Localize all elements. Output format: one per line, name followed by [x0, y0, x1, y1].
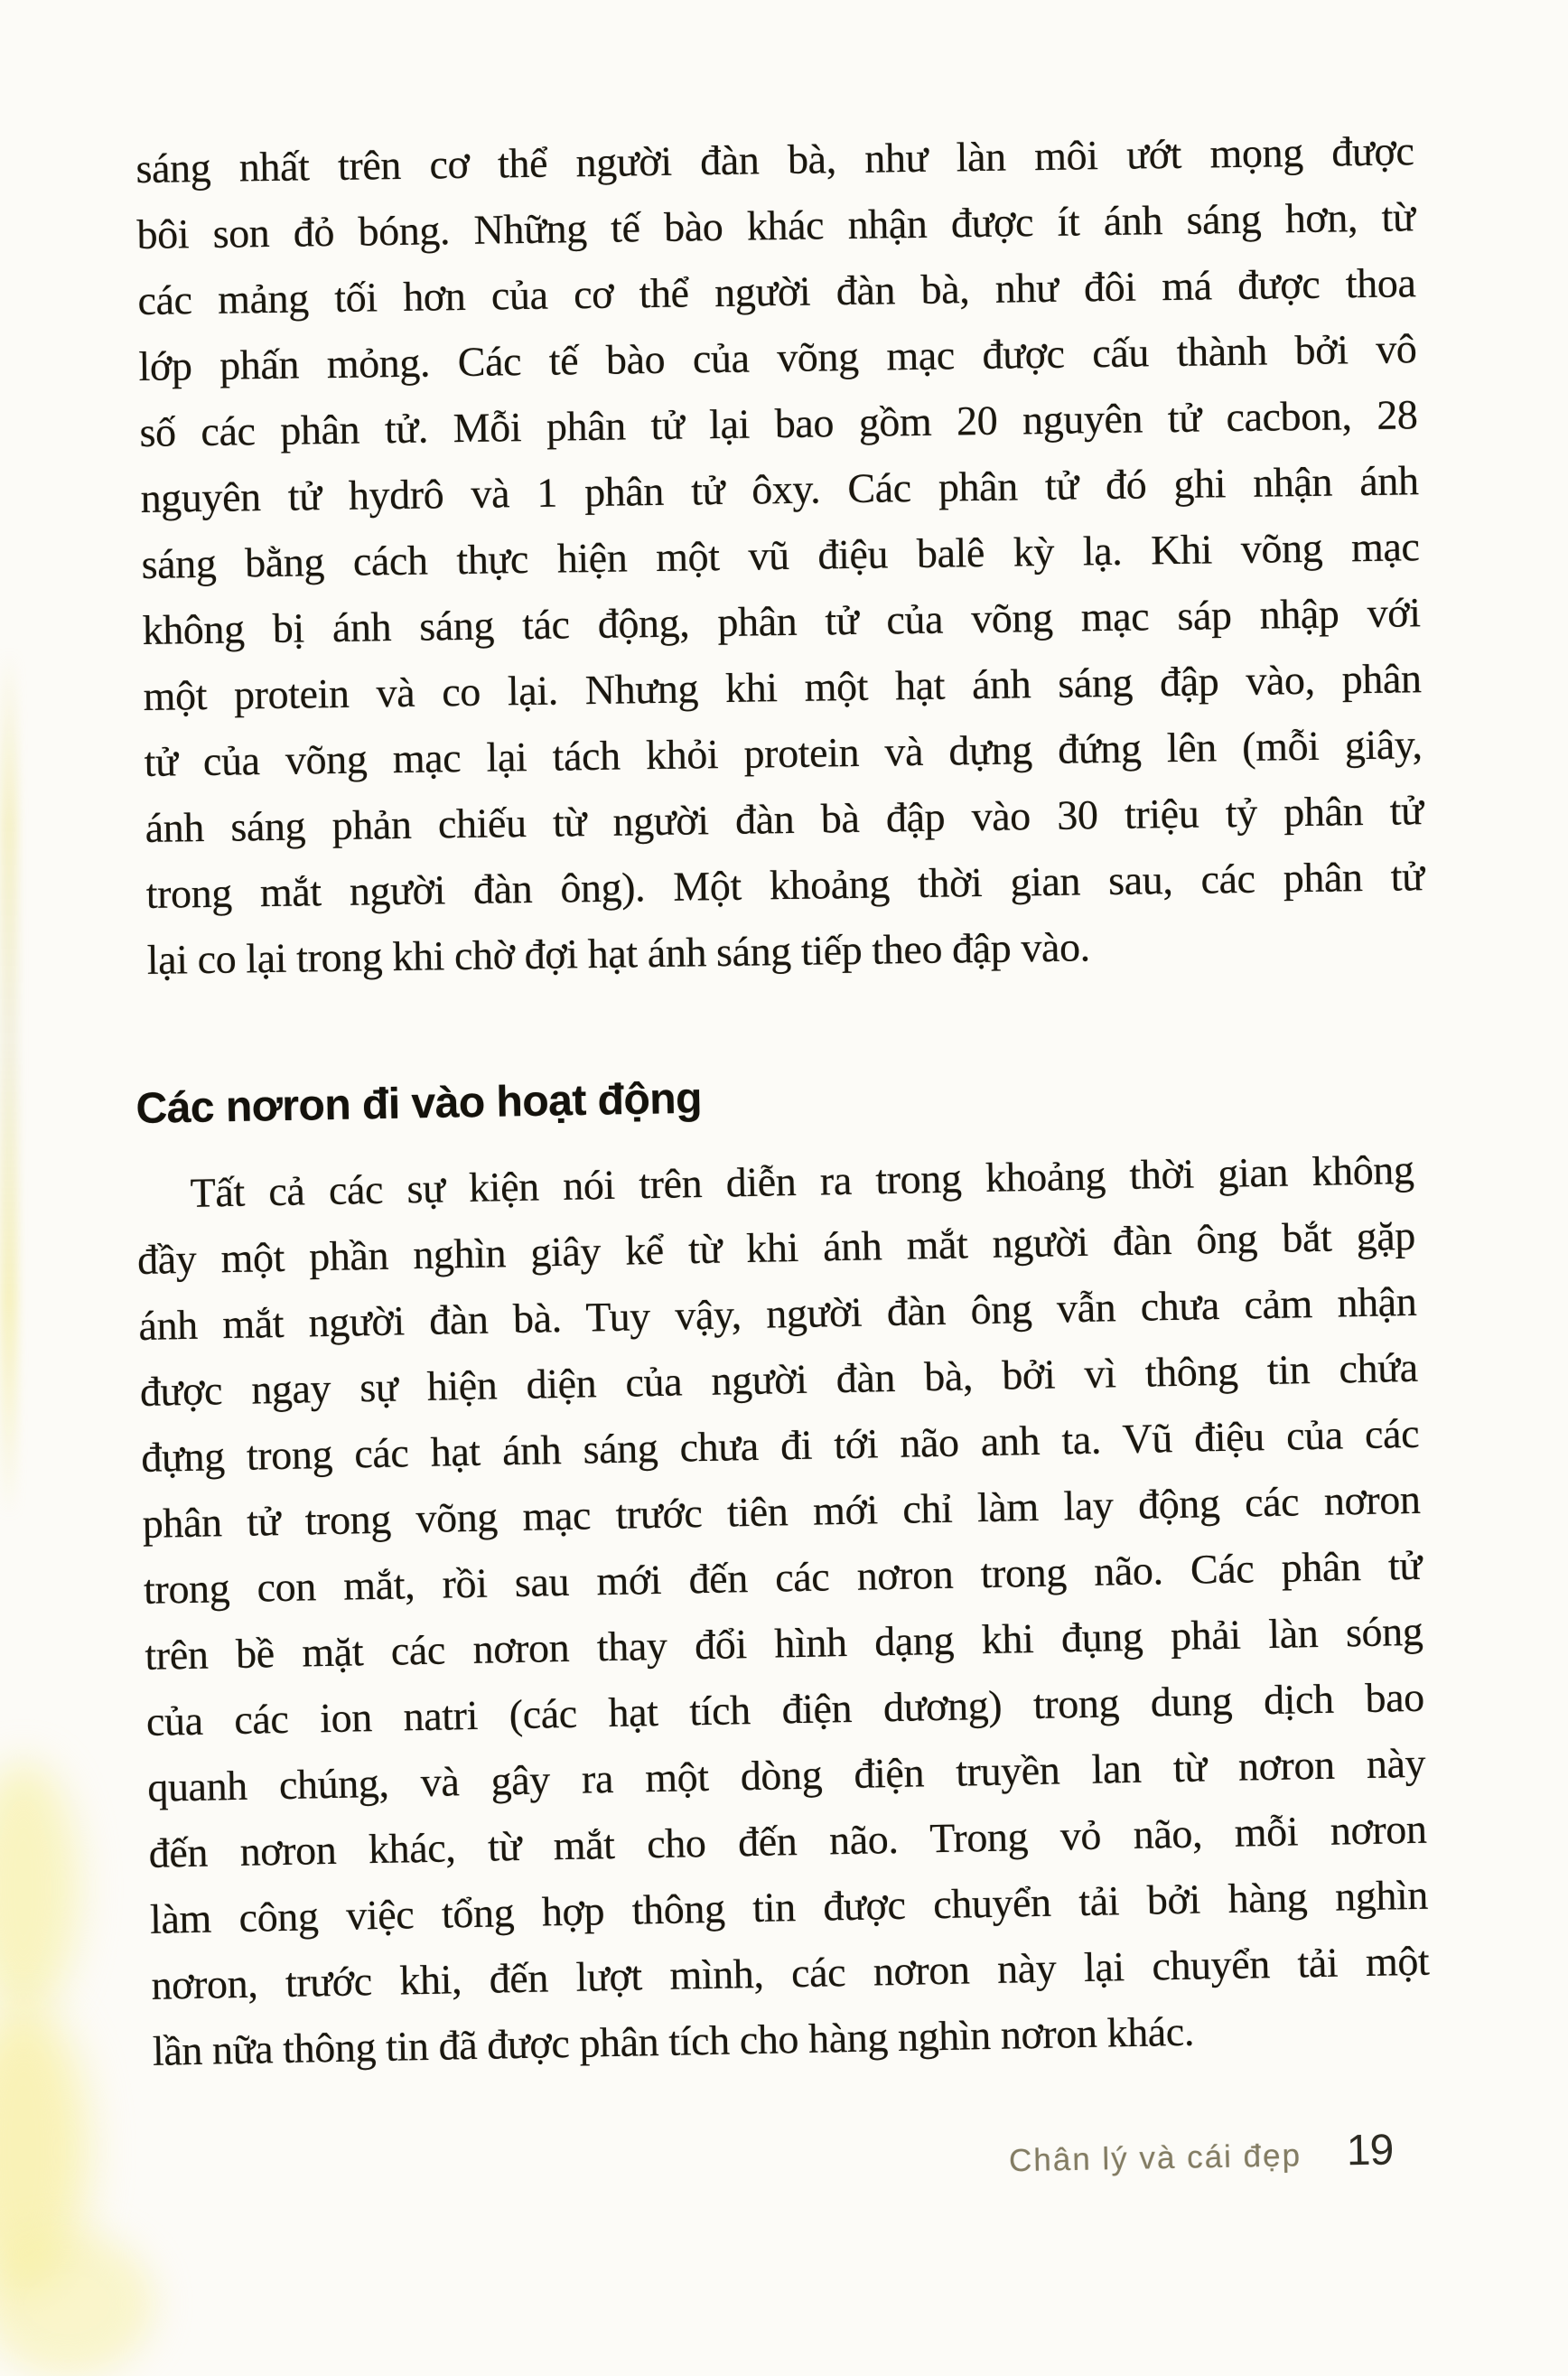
text-line: lần nữa thông tin đã được phân tích cho hàng nghìn nơron khác.: [152, 2007, 1195, 2074]
text-line: trên bề mặt các nơron thay đổi hình dạng khi đụng phải làn sóng: [145, 1607, 1423, 1679]
text-line: ánh sáng phản chiếu từ người đàn bà đập vào 30 triệu tỷ phân tử: [145, 787, 1423, 851]
scan-stain-left-edge: [0, 650, 18, 1518]
text-line: của các ion natri (các hạt tích điện dương) trong dung dịch bao: [145, 1673, 1425, 1745]
text-line: không bị ánh sáng tác động, phân tử của võng mạc sáp nhập với: [142, 589, 1421, 653]
text-line: nơron, trước khi, đến lượt mình, các nơron này lại chuyển tải một: [151, 1937, 1430, 2008]
section-heading: Các nơron đi vào hoạt động: [135, 1074, 703, 1133]
body-paragraph-1: [135, 117, 1425, 993]
text-line: lại co lại trong khi chờ đợi hạt ánh sáng tiếp theo đập vào.: [146, 923, 1091, 983]
text-line: được ngay sự hiện diện của người đàn bà, bởi vì thông tin chứa: [139, 1343, 1419, 1415]
text-line: tử của võng mạc lại tách khỏi protein và dựng đứng lên (mỗi giây,: [144, 721, 1423, 785]
footer-page-number: 19: [1346, 2126, 1394, 2175]
text-line: quanh chúng, và gây ra một dòng điện truyền lan từ nơron này: [146, 1739, 1426, 1810]
text-line: các mảng tối hơn của cơ thể người đàn bà, như đôi má được thoa: [137, 259, 1416, 323]
text-line: ánh mắt người đàn bà. Tuy vậy, người đàn ông vẫn chưa cảm nhận: [138, 1277, 1417, 1349]
running-footer: [135, 2125, 1394, 2197]
scan-stain-bottom-left-1: [0, 1762, 78, 2015]
text-line: lớp phấn mỏng. Các tế bào của võng mạc được cấu thành bởi vô: [138, 325, 1417, 389]
text-line: Tất cả các sự kiện nói trên diễn ra trong khoảng thời gian không: [190, 1146, 1414, 1216]
text-line: đựng trong các hạt ánh sáng chưa đi tới não anh ta. Vũ điệu của các: [140, 1409, 1420, 1481]
text-line: số các phân tử. Mỗi phân tử lại bao gồm 20 nguyên tử cacbon, 28: [139, 391, 1418, 455]
text-line: sáng nhất trên cơ thể người đàn bà, như làn môi ướt mọng được: [135, 127, 1414, 192]
scan-stain-bottom-left-3: [0, 2231, 154, 2376]
text-line: trong con mắt, rồi sau mới đến các nơron trong não. Các phân tử: [143, 1541, 1423, 1613]
footer-running-title: Chân lý và cái đẹp: [1008, 2137, 1302, 2179]
text-line: đến nơron khác, từ mắt cho đến não. Trong vỏ não, mỗi nơron: [148, 1805, 1427, 1876]
text-line: bôi son đỏ bóng. Những tế bào khác nhận được ít ánh sáng hơn, từ: [136, 193, 1415, 257]
text-line: phân tử trong võng mạc trước tiên mới chỉ làm lay động các nơron: [142, 1475, 1421, 1547]
text-line: một protein và co lại. Nhưng khi một hạt ánh sáng đập vào, phân: [143, 655, 1422, 719]
text-line: trong mắt người đàn ông). Một khoảng thời gian sau, các phân tử: [145, 853, 1424, 917]
text-line: sáng bằng cách thực hiện một vũ điệu balê kỳ lạ. Khi võng mạc: [141, 523, 1420, 587]
text-line: nguyên tử hydrô và 1 phân tử ôxy. Các phân tử đó ghi nhận ánh: [140, 457, 1419, 521]
scan-stain-bottom-left-2: [0, 2006, 87, 2295]
text-line: làm công việc tổng hợp thông tin được chuyển tải bởi hàng nghìn: [149, 1871, 1429, 1942]
text-line: đầy một phần nghìn giây kể từ khi ánh mắt người đàn ông bắt gặp: [136, 1211, 1416, 1283]
body-paragraph-2: [135, 1137, 1431, 2084]
